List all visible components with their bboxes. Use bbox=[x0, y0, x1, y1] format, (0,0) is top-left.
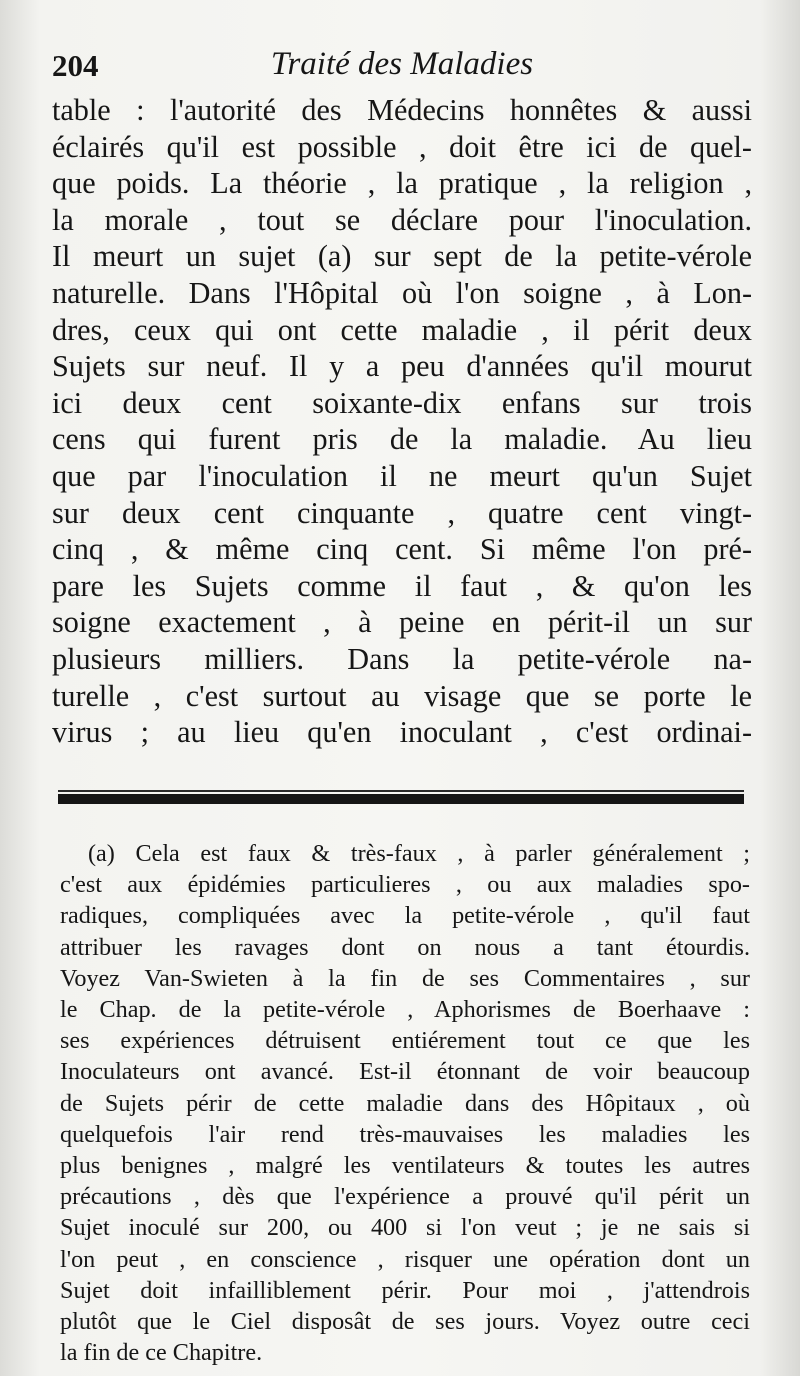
text-line: table : l'autorité des Médecins honnêtes & aussi bbox=[52, 93, 752, 127]
text-line: la morale , tout se déclare pour l'inoculation. bbox=[52, 202, 752, 237]
footnote-line: Voyez Van-Swieten à la fin de ses Commentaires , sur bbox=[60, 964, 750, 992]
footnote-line: c'est aux épidémies particulieres , ou aux maladies spo- bbox=[60, 871, 750, 899]
running-title: Traité des Maladies bbox=[270, 46, 534, 82]
footnote-line: radiques, compliquées avec la petite-vérole , qu'il faut bbox=[60, 902, 750, 930]
footnote-line: Inoculateurs ont avancé. Est-il étonnant de voir beaucoup bbox=[60, 1058, 750, 1086]
text-line: que par l'inoculation il ne meurt qu'un Sujet bbox=[52, 458, 752, 493]
text-line: turelle , c'est surtout au visage que se porte le bbox=[52, 678, 752, 713]
text-line: pare les Sujets comme il faut , & qu'on les bbox=[52, 568, 752, 603]
page-number: 204 bbox=[52, 48, 99, 83]
footnote-line: Sujet doit infailliblement périr. Pour moi , j'attendrois bbox=[60, 1276, 750, 1304]
text-line: naturelle. Dans l'Hôpital où l'on soigne , à Lon- bbox=[52, 275, 752, 310]
page-header bbox=[52, 40, 752, 92]
text-line: ici deux cent soixante-dix enfans sur trois bbox=[52, 385, 752, 420]
footnote-line: plutôt que le Ciel disposât de ses jours. Voyez outre ceci bbox=[60, 1308, 750, 1336]
footnote-line: quelquefois l'air rend très-mauvaises les maladies les bbox=[60, 1120, 750, 1148]
text-line: éclairés qu'il est possible , doit être ici de quel- bbox=[52, 129, 752, 164]
text-line: sur deux cent cinquante , quatre cent vingt- bbox=[52, 495, 752, 530]
footnote-line: de Sujets périr de cette maladie dans des Hôpitaux , où bbox=[60, 1089, 750, 1117]
footnote bbox=[60, 838, 750, 1368]
footnote-line: précautions , dès que l'expérience a prouvé qu'il périt un bbox=[60, 1183, 750, 1211]
footnote-line: (a) Cela est faux & très-faux , à parler généralement ; bbox=[88, 840, 750, 867]
footnote-line: la fin de ce Chapitre. bbox=[60, 1339, 263, 1367]
main-text bbox=[52, 92, 752, 751]
footnote-rule bbox=[58, 794, 744, 804]
text-line: Sujets sur neuf. Il y a peu d'années qu'il mourut bbox=[52, 349, 752, 384]
footnote-line: plus benignes , malgré les ventilateurs & toutes les autres bbox=[60, 1152, 750, 1180]
text-line: que poids. La théorie , la pratique , la religion , bbox=[52, 166, 752, 201]
footnote-line: attribuer les ravages dont on nous a tant étourdis. bbox=[60, 933, 750, 961]
footnote-line: ses expériences détruisent entiérement tout ce que les bbox=[60, 1027, 750, 1055]
text-line: virus ; au lieu qu'en inoculant , c'est ordinai- bbox=[52, 715, 752, 750]
text-line: cinq , & même cinq cent. Si même l'on pré- bbox=[52, 532, 752, 567]
text-line: plusieurs milliers. Dans la petite-vérole na- bbox=[52, 641, 752, 676]
footnote-line: Sujet inoculé sur 200, ou 400 si l'on veut ; je ne sais si bbox=[60, 1214, 750, 1242]
text-line: Il meurt un sujet (a) sur sept de la petite-vérole bbox=[52, 239, 752, 274]
footnote-line: l'on peut , en conscience , risquer une opération dont un bbox=[60, 1245, 750, 1273]
footnote-rule-thin bbox=[58, 790, 744, 792]
text-line: soigne exactement , à peine en périt-il un sur bbox=[52, 605, 752, 640]
text-line: dres, ceux qui ont cette maladie , il périt deux bbox=[52, 312, 752, 347]
footnote-line: le Chap. de la petite-vérole , Aphorismes de Boerhaave : bbox=[60, 996, 750, 1024]
text-line: cens qui furent pris de la maladie. Au lieu bbox=[52, 422, 752, 457]
